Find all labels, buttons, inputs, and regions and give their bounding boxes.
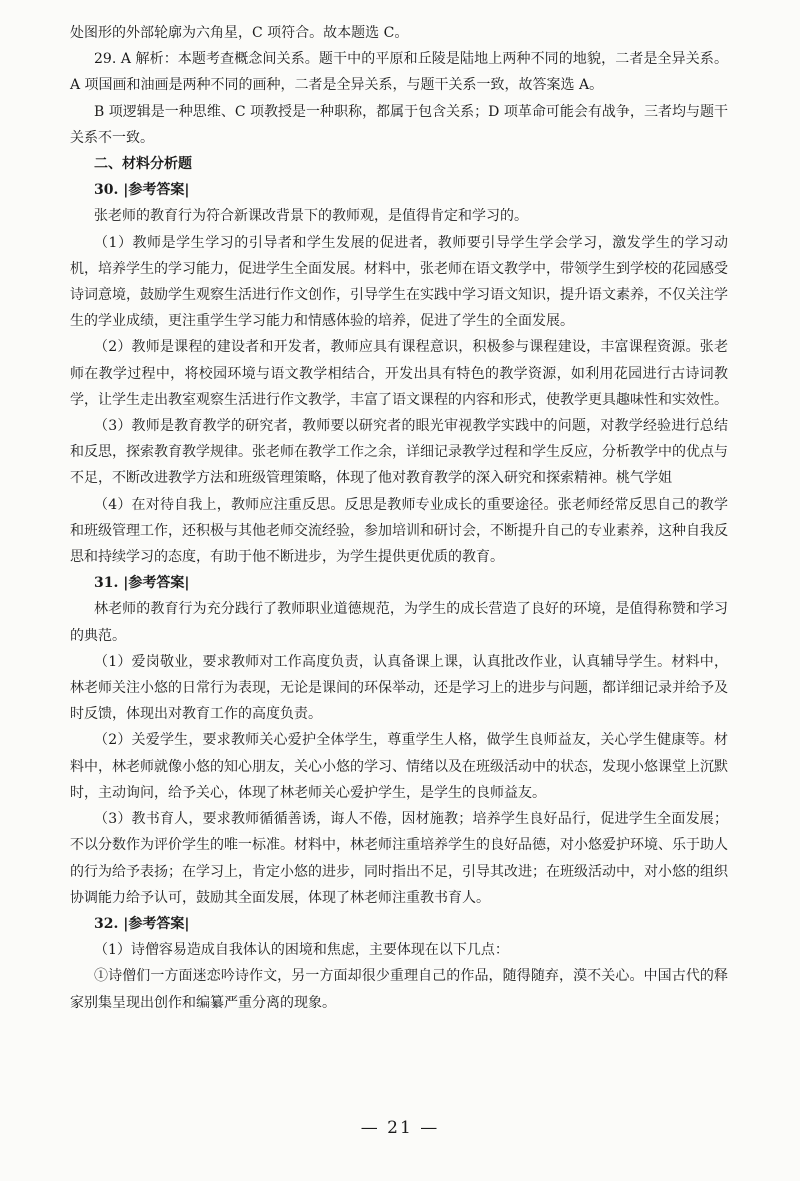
paragraph: （3）教师是教育教学的研究者，教师要以研究者的眼光审视教学实践中的问题，对教学经验进行总结和反思，探索教育教学规律。张老师在教学工作之余，详细记录教学过程和学生反应，分析教学中的优点与不足，不断改进教学方法和班级管理策略，体现了他对教育教学的深入研究和探索精神。桃气学姐 <box>70 418 728 487</box>
paragraph: ①诗僧们一方面迷恋吟诗作文，另一方面却很少重理自己的作品，随得随弃，漠不关心。中国古代的释家别集呈现出创作和编纂严重分离的现象。 <box>70 968 728 1011</box>
page-number: — 21 — <box>360 1118 440 1138</box>
document-body <box>70 20 728 1016</box>
section-heading: 30. |参考答案| <box>94 182 190 199</box>
paragraph: （3）教书育人，要求教师循循善诱，诲人不倦，因材施教；培养学生良好品行，促进学生全面发展；不以分数作为评价学生的唯一标准。材料中，林老师注重培养学生的良好品德，对小悠爱护环境、乐于助人的行为给予表扬；在学习上，肯定小悠的进步，同时指出不足，引导其改进；在班级活动中，对小悠的组织协调能力给予认可，鼓励其全面发展，体现了林老师注重教书育人。 <box>70 811 728 906</box>
paragraph: 处图形的外部轮廓为六角星，C 项符合。故本题选 C。 <box>70 25 409 41</box>
section-heading: 二、材料分析题 <box>94 156 192 173</box>
paragraph: （1）教师是学生学习的引导者和学生发展的促进者，教师要引导学生学会学习，激发学生的学习动机，培养学生的学习能力，促进学生全面发展。材料中，张老师在语文教学中，带领学生到学校的花园感受诗词意境，鼓励学生观察生活进行作文创作，引导学生在实践中学习语文知识，提升语文素养，不仅关注学生的学业成绩，更注重学生学习能力和情感体验的培养，促进了学生的全面发展。 <box>70 234 728 330</box>
paragraph: 林老师的教育行为充分践行了教师职业道德规范，为学生的成长营造了良好的环境，是值得称赞和学习的典范。 <box>70 601 728 644</box>
paragraph: （1）爱岗敬业，要求教师对工作高度负责，认真备课上课，认真批改作业，认真辅导学生。材料中，林老师关注小悠的日常行为表现，无论是课间的环保举动，还是学习上的进步与问题，都详细记录并给予及时反馈，体现出对教育工作的高度负责。 <box>70 653 728 723</box>
paragraph: （4）在对待自我上，教师应注重反思。反思是教师专业成长的重要途径。张老师经常反思自己的教学和班级管理工作，还积极与其他老师交流经验，参加培训和研讨会，不断提升自己的专业素养，这种自我反思和持续学习的态度，有助于他不断进步，为学生提供更优质的教育。 <box>70 496 728 566</box>
section-heading: 31. |参考答案| <box>94 575 190 592</box>
paragraph: （2）关爱学生，要求教师关心爱护全体学生，尊重学生人格，做学生良师益友，关心学生健康等。材料中，林老师就像小悠的知心朋友，关心小悠的学习、情绪以及在班级活动中的状态，发现小悠课堂上沉默时，主动询问，给予关心，体现了林老师关心爱护学生，是学生的良师益友。 <box>70 732 728 801</box>
paragraph: 张老师的教育行为符合新课改背景下的教师观，是值得肯定和学习的。 <box>94 208 528 225</box>
paragraph: （2）教师是课程的建设者和开发者，教师应具有课程意识，积极参与课程建设，丰富课程资源。张老师在教学过程中，将校园环境与语文教学相结合，开发出具有特色的教学资源，如利用花园进行古诗词教学，让学生走出教室观察生活进行作文教学，丰富了语文课程的内容和形式，使教学更具趣味性和实效性。 <box>70 339 728 408</box>
paragraph: B 项逻辑是一种思维、C 项教授是一种职称，都属于包含关系；D 项革命可能会有战争，三者均与题干关系不一致。 <box>70 103 728 146</box>
section-heading: 32. |参考答案| <box>94 915 190 932</box>
paragraph: （1）诗僧容易造成自我体认的困境和焦虑，主要体现在以下几点： <box>94 942 509 959</box>
paragraph: 29. A 解析：本题考查概念间关系。题干中的平原和丘陵是陆地上两种不同的地貌，二者是全异关系。A 项国画和油画是两种不同的画种，二者是全异关系，与题干关系一致，故答案选 A。 <box>70 51 728 94</box>
